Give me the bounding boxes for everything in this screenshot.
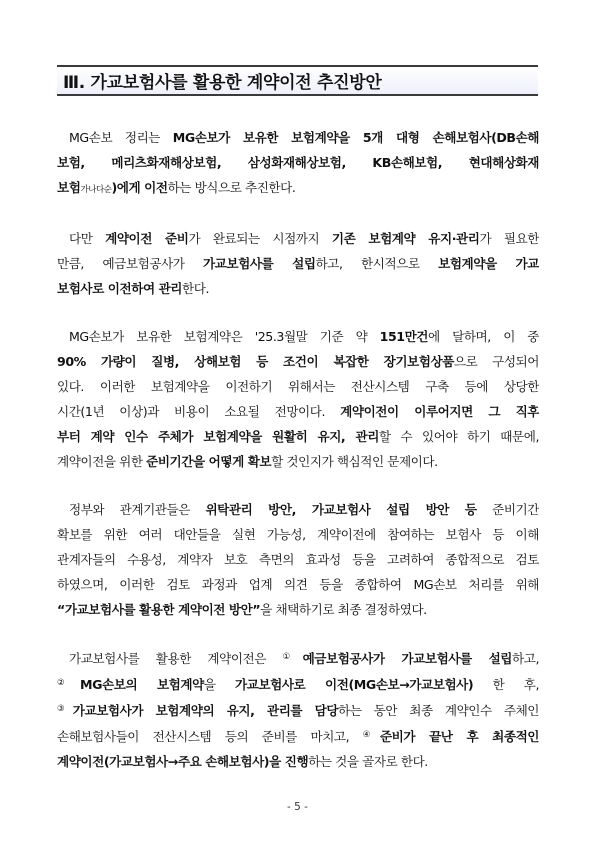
text-run: 부터 계약 인수 주체가 보험계약을 원활히 유지, 관리 bbox=[57, 429, 379, 444]
text-run: 한 후, bbox=[473, 677, 539, 692]
text-run: 위탁관리 방안, 가교보험사 설립 방안 등 bbox=[205, 502, 477, 517]
text-line bbox=[57, 276, 539, 301]
text-run: 가나다순 bbox=[80, 185, 112, 195]
text-line bbox=[57, 449, 539, 474]
text-run: 한다. bbox=[182, 281, 210, 296]
section-heading: Ⅲ. 가교보험사를 활용한 계약이전 추진방안 bbox=[63, 73, 382, 93]
text-line bbox=[57, 251, 539, 276]
text-line bbox=[57, 424, 539, 449]
circled-number: ④ bbox=[362, 730, 380, 740]
text-line bbox=[57, 497, 539, 522]
text-run: 계약이전 준비 bbox=[105, 231, 189, 246]
text-run: 준비기간 bbox=[476, 502, 539, 517]
text-line bbox=[57, 175, 539, 203]
text-run: 시간(1년 이상)과 비용이 소요될 전망이다. bbox=[57, 404, 341, 419]
text-run: 관계자들의 수용성, 계약자 보호 측면의 효과성 등을 고려하여 종합적으로 검토 bbox=[57, 552, 539, 567]
text-run: 에 달하며, 이 중 bbox=[428, 329, 539, 344]
text-run: 할 수 있어야 하기 때문에, bbox=[378, 429, 539, 444]
text-run: 으로 구성되어 bbox=[453, 354, 539, 369]
text-line bbox=[57, 150, 539, 175]
text-run: 하였으며, 이러한 검토 과정과 업계 의견 등을 종합하여 MG손보 처리를 위해 bbox=[57, 577, 539, 592]
text-run: 을 bbox=[203, 677, 235, 692]
paragraph bbox=[57, 125, 539, 203]
text-line bbox=[57, 597, 539, 622]
text-run: 준비가 끝난 후 최종적인 bbox=[379, 729, 539, 744]
text-run: 손해보험사들이 전산시스템 등의 준비를 마치고, bbox=[57, 729, 363, 744]
text-line bbox=[57, 645, 539, 671]
circled-number: ③ bbox=[57, 704, 73, 714]
text-line bbox=[57, 572, 539, 597]
text-line bbox=[57, 125, 539, 150]
text-line bbox=[57, 671, 539, 697]
text-run: 다만 bbox=[69, 231, 106, 246]
text-run: 할 것인지가 핵심적인 문제이다. bbox=[271, 454, 438, 469]
text-run: MG손보가 보유한 보험계약은 '25.3월말 기준 약 bbox=[69, 329, 380, 344]
text-line bbox=[57, 226, 539, 251]
text-run: 151만건 bbox=[379, 329, 429, 344]
text-line bbox=[57, 723, 539, 749]
text-line bbox=[57, 522, 539, 547]
text-run: 가교보험사를 활용한 계약이전은 bbox=[69, 651, 283, 666]
text-run: “가교보험사를 활용한 계약이전 방안” bbox=[57, 602, 261, 617]
text-line bbox=[57, 399, 539, 424]
paragraph bbox=[57, 226, 539, 301]
page-number: - 5 - bbox=[287, 801, 308, 813]
paragraph bbox=[57, 497, 539, 622]
text-run: 계약이전(가교보험사→주요 손해보험사)을 진행 bbox=[57, 754, 309, 769]
text-run: 보험 bbox=[57, 180, 81, 195]
text-line bbox=[57, 749, 539, 774]
text-line bbox=[57, 349, 539, 374]
text-line bbox=[57, 547, 539, 572]
text-run: 하는 것을 골자로 한다. bbox=[308, 754, 428, 769]
text-run: MG손보 정리는 bbox=[69, 130, 173, 145]
text-run: 보험사로 이전하여 관리 bbox=[57, 281, 183, 296]
text-run: 계약이전을 위한 bbox=[57, 454, 147, 469]
text-run: 가 완료되는 시점까지 bbox=[188, 231, 332, 246]
text-run: 하는 동안 최종 계약인수 주체인 bbox=[338, 703, 539, 718]
text-run: MG손보가 보유한 보험계약을 5개 대형 손해보험사(DB손해 bbox=[172, 130, 539, 145]
text-line bbox=[57, 324, 539, 349]
section-heading-box bbox=[57, 65, 538, 96]
text-run: 계약이전이 이루어지면 그 직후 bbox=[340, 404, 539, 419]
document-body bbox=[57, 125, 539, 774]
text-run: 가교보험사를 설립 bbox=[202, 256, 316, 271]
text-run: 있다. 이러한 보험계약을 이전하기 위해서는 전산시스템 구축 등에 상당한 bbox=[57, 379, 539, 394]
text-run: 기존 보험계약 유지·관리 bbox=[331, 231, 480, 246]
text-line bbox=[57, 697, 539, 723]
text-run: 하는 방식으로 추진한다. bbox=[167, 180, 296, 195]
text-run: 보험, 메리츠화재해상보험, 삼성화재해상보험, KB손해보험, 현대해상화재 bbox=[57, 155, 539, 170]
text-run: 가교보험사로 이전(MG손보→가교보험사) bbox=[234, 677, 474, 692]
text-run: 을 채택하기로 최종 결정하였다. bbox=[260, 602, 427, 617]
text-run: 하고, 한시적으로 bbox=[315, 256, 439, 271]
paragraph bbox=[57, 324, 539, 474]
text-run: MG손보의 보험계약 bbox=[80, 677, 204, 692]
circled-number: ② bbox=[57, 678, 81, 688]
paragraph bbox=[57, 645, 539, 774]
text-run: 보험계약을 가교 bbox=[438, 256, 539, 271]
text-run: 하고, bbox=[512, 651, 539, 666]
text-run: 준비기간을 어떻게 확보 bbox=[146, 454, 272, 469]
text-run: 예금보험공사가 가교보험사를 설립 bbox=[302, 651, 513, 666]
circled-number: ① bbox=[282, 652, 303, 662]
text-run: 90% 가량이 질병, 상해보험 등 조건이 복잡한 장기보험상품 bbox=[57, 354, 454, 369]
text-line bbox=[57, 374, 539, 399]
text-run: )에게 이전 bbox=[111, 180, 168, 195]
text-run: 만큼, 예금보험공사가 bbox=[57, 256, 203, 271]
text-run: 가 필요한 bbox=[479, 231, 539, 246]
text-run: 확보를 위한 여러 대안들을 실현 가능성, 계약이전에 참여하는 보험사 등 이해 bbox=[57, 527, 539, 542]
text-run: 가교보험사가 보험계약의 유지, 관리를 담당 bbox=[72, 703, 339, 718]
text-run: 정부와 관계기관들은 bbox=[69, 502, 206, 517]
